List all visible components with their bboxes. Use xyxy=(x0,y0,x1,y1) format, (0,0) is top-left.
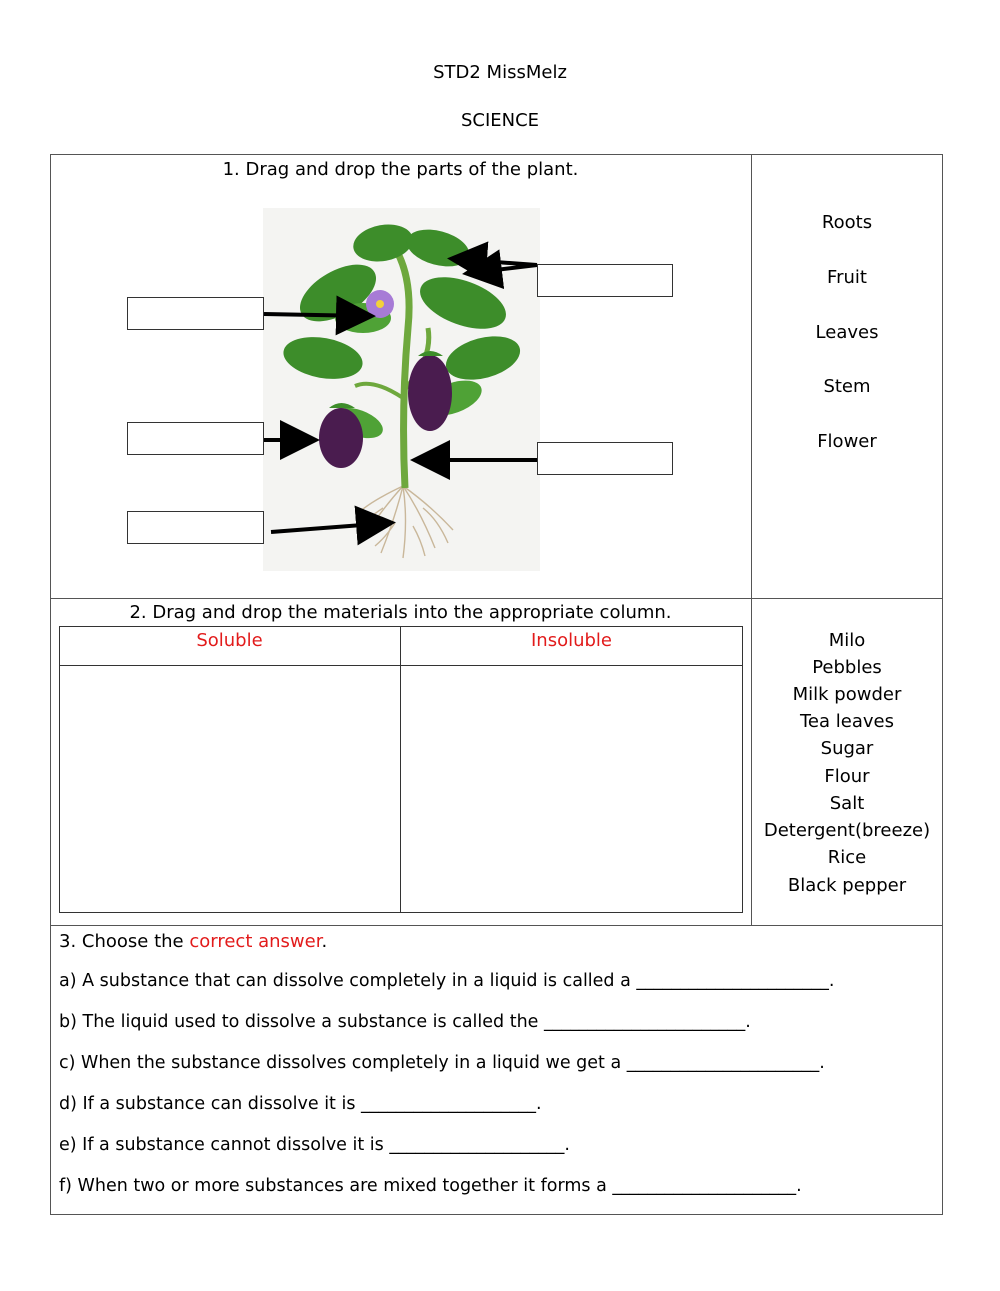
q1-title: 1. Drag and drop the parts of the plant. xyxy=(222,159,579,180)
drop-zone-insoluble[interactable] xyxy=(401,666,742,912)
word-fruit[interactable]: Fruit xyxy=(827,267,867,288)
word-salt[interactable]: Salt xyxy=(829,793,865,814)
drop-box-stem[interactable] xyxy=(537,442,673,475)
drop-box-flower[interactable] xyxy=(127,297,264,330)
q3-title-highlight: correct answer xyxy=(189,931,322,952)
q3-title-prefix: 3. Choose the xyxy=(59,931,190,952)
arrow-leaves-2 xyxy=(470,265,537,273)
worksheet-title: STD2 MissMelz xyxy=(433,62,567,83)
word-rice[interactable]: Rice xyxy=(827,847,867,868)
word-stem[interactable]: Stem xyxy=(823,376,871,397)
word-detergent[interactable]: Detergent(breeze) xyxy=(763,820,931,841)
q3-item-b[interactable]: b) The liquid used to dissolve a substance is called the _______________________. xyxy=(59,1012,751,1032)
drop-box-fruit[interactable] xyxy=(127,422,264,455)
word-milo[interactable]: Milo xyxy=(828,630,866,651)
word-tea-leaves[interactable]: Tea leaves xyxy=(800,711,894,732)
q2-title: 2. Drag and drop the materials into the appropriate column. xyxy=(129,602,672,623)
drop-zone-soluble[interactable] xyxy=(60,666,400,912)
word-pebbles[interactable]: Pebbles xyxy=(812,657,882,678)
word-flower[interactable]: Flower xyxy=(817,431,877,452)
arrow-roots xyxy=(271,523,388,532)
drop-box-roots[interactable] xyxy=(127,511,264,544)
arrow-leaves xyxy=(455,259,537,265)
word-roots[interactable]: Roots xyxy=(821,212,873,233)
arrow-flower xyxy=(264,314,368,316)
word-sugar[interactable]: Sugar xyxy=(820,738,874,759)
word-flour[interactable]: Flour xyxy=(824,766,870,787)
word-leaves[interactable]: Leaves xyxy=(815,322,879,343)
q3-title-suffix: . xyxy=(321,931,328,952)
q3-item-d[interactable]: d) If a substance can dissolve it is ____________________. xyxy=(59,1094,542,1114)
subject-title: SCIENCE xyxy=(460,110,540,131)
q3-item-e[interactable]: e) If a substance cannot dissolve it is ____________________. xyxy=(59,1135,570,1155)
q3-item-c[interactable]: c) When the substance dissolves completely in a liquid we get a ______________________. xyxy=(59,1053,825,1073)
q3-item-f[interactable]: f) When two or more substances are mixed together it forms a _____________________. xyxy=(59,1176,802,1196)
word-black-pepper[interactable]: Black pepper xyxy=(787,875,907,896)
q3-title xyxy=(59,931,327,952)
word-milk-powder[interactable]: Milk powder xyxy=(792,684,902,705)
header-insoluble: Insoluble xyxy=(530,630,613,651)
q3-item-a[interactable]: a) A substance that can dissolve completely in a liquid is called a ______________________. xyxy=(59,971,835,991)
header-soluble: Soluble xyxy=(196,630,263,651)
drop-box-leaves[interactable] xyxy=(537,264,673,297)
